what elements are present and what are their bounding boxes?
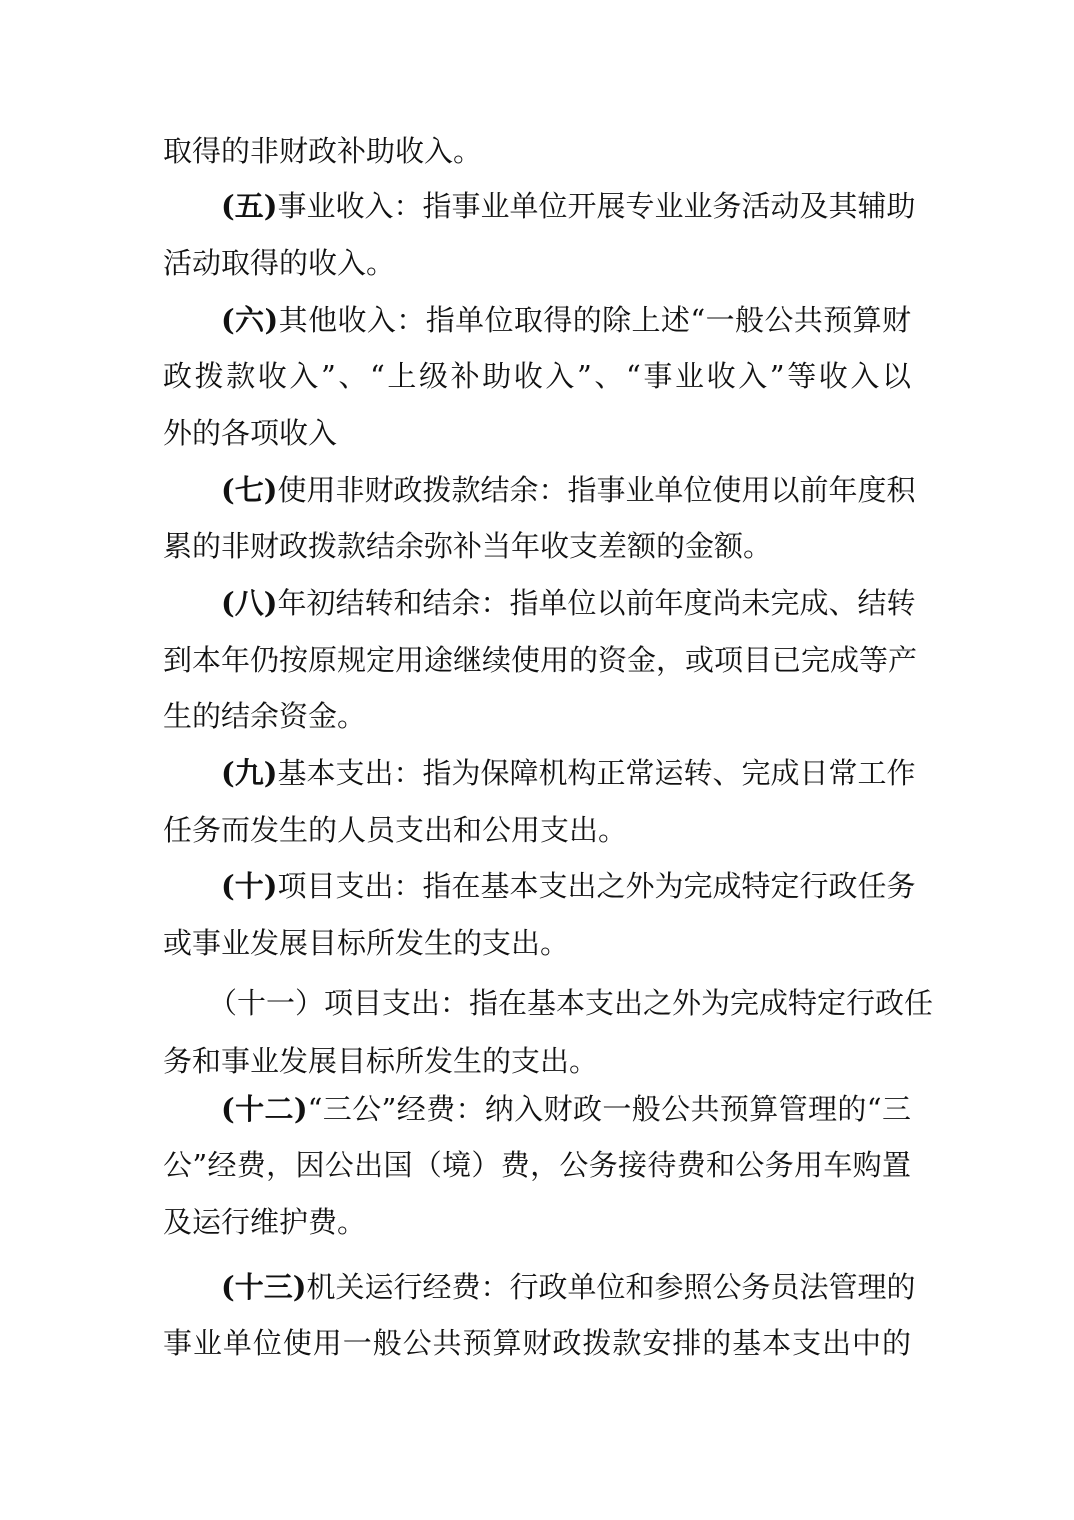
paragraph-item-13 [221, 1267, 916, 1307]
item-text: 使用非财政拨款结余：指事业单位使用以前年度积 [277, 473, 916, 507]
text-line: 外的各项收入 [163, 416, 338, 450]
paragraph-item-9 [221, 753, 916, 793]
text-line: 活动取得的收入。 [163, 246, 396, 280]
item-label: (八) [221, 586, 278, 620]
text-line: 及运行维护费。 [163, 1205, 367, 1239]
text-line: 或事业发展目标所发生的支出。 [163, 926, 570, 960]
text-line: 取得的非财政补助收入。 [163, 134, 483, 168]
item-text: 年初结转和结余：指单位以前年度尚未完成、结转 [277, 586, 916, 620]
paragraph-item-6 [221, 300, 911, 340]
paragraph-item-5 [221, 186, 916, 226]
item-label: (七) [221, 473, 278, 507]
item-label: (十三) [221, 1270, 307, 1304]
text-line: 累的非财政拨款结余弥补当年收支差额的金额。 [163, 529, 773, 563]
item-text: 基本支出：指为保障机构正常运转、完成日常工作 [277, 756, 916, 790]
text-line: 政拨款收入”、“上级补助收入”、“事业收入”等收入以 [163, 359, 911, 393]
item-text: 机关运行经费：行政单位和参照公务员法管理的 [306, 1270, 916, 1304]
text-line: 事业单位使用一般公共预算财政拨款安排的基本支出中的 [163, 1326, 911, 1360]
item-label: (六) [221, 303, 279, 337]
item-label: (五) [221, 189, 278, 223]
item-text: “三公”经费：纳入财政一般公共预算管理的“三 [307, 1092, 911, 1126]
item-text: 项目支出：指在基本支出之外为完成特定行政任务 [277, 869, 916, 903]
paragraph-item-10 [221, 866, 916, 906]
text-line: 公”经费，因公出国（境）费，公务接待费和公务用车购置 [163, 1148, 911, 1182]
text-line: 到本年仍按原规定用途继续使用的资金，或项目已完成等产 [163, 643, 918, 677]
paragraph-item-7 [221, 470, 916, 510]
text-line: 任务而发生的人员支出和公用支出。 [163, 813, 628, 847]
paragraph-item-8 [221, 583, 916, 623]
item-text: 事业收入：指事业单位开展专业业务活动及其辅助 [277, 189, 916, 223]
item-label: (十二) [221, 1092, 308, 1126]
text-line: 生的结余资金。 [163, 699, 367, 733]
item-label: (九) [221, 756, 278, 790]
paragraph-item-11: （十一）项目支出：指在基本支出之外为完成特定行政任 [208, 986, 934, 1020]
item-label: (十) [221, 869, 278, 903]
paragraph-item-12 [221, 1089, 911, 1129]
item-text: 其他收入：指单位取得的除上述“一般公共预算财 [278, 303, 912, 337]
text-line: 务和事业发展目标所发生的支出。 [163, 1044, 599, 1078]
